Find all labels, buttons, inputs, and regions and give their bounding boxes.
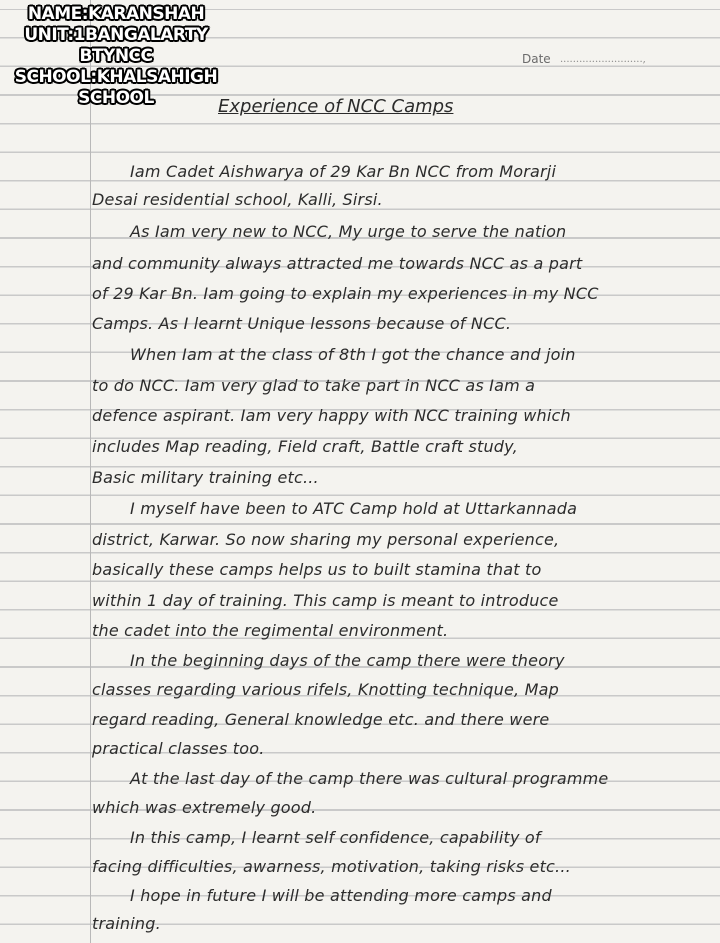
essay-line: Basic military training etc... — [92, 468, 319, 487]
essay-line: regard reading, General knowledge etc. and there were — [92, 710, 550, 729]
essay-line: defence aspirant. Iam very happy with NCC training which — [92, 406, 571, 425]
essay-line: Desai residential school, Kalli, Sirsi. — [92, 190, 383, 209]
essay-line: At the last day of the camp there was cultural programme — [130, 769, 609, 788]
essay-line: within 1 day of training. This camp is meant to introduce — [92, 591, 559, 610]
essay-line: the cadet into the regimental environment. — [92, 621, 449, 640]
essay-line: I hope in future I will be attending more camps and — [130, 886, 552, 905]
student-school: SCHOOL:KHALSAHIGH — [14, 67, 218, 87]
essay-line: I myself have been to ATC Camp hold at Uttarkannada — [130, 499, 578, 518]
essay-line: When Iam at the class of 8th I got the chance and join — [130, 345, 576, 364]
page-title: Experience of NCC Camps — [218, 96, 454, 117]
essay-line: training. — [92, 914, 161, 933]
essay-line: Camps. As I learnt Unique lessons because of NCC. — [92, 314, 512, 333]
student-info-overlay — [6, 4, 226, 109]
essay-line: to do NCC. Iam very glad to take part in NCC as Iam a — [92, 376, 536, 395]
essay-line: which was extremely good. — [92, 798, 317, 817]
date-label: Date — [522, 52, 551, 66]
essay-line: Iam Cadet Aishwarya of 29 Kar Bn NCC from Morarji — [130, 162, 557, 181]
essay-line: As Iam very new to NCC, My urge to serve the nation — [130, 222, 567, 241]
essay-line: basically these camps helps us to built stamina that to — [92, 560, 542, 579]
essay-line: facing difficulties, awarness, motivation, taking risks etc... — [92, 857, 571, 876]
essay-line: practical classes too. — [92, 739, 265, 758]
margin-line — [90, 0, 91, 943]
student-unit-cont: BTYNCC — [79, 46, 153, 66]
essay-line: of 29 Kar Bn. Iam going to explain my experiences in my NCC — [92, 284, 599, 303]
essay-line: In this camp, I learnt self confidence, capability of — [130, 828, 541, 847]
essay-line: and community always attracted me towards NCC as a part — [92, 254, 583, 273]
date-field: .........................., — [560, 54, 646, 65]
student-school-cont: SCHOOL — [78, 88, 154, 108]
essay-line: In the beginning days of the camp there were theory — [130, 651, 565, 670]
essay-line: district, Karwar. So now sharing my personal experience, — [92, 530, 560, 549]
essay-line: classes regarding various rifels, Knotting technique, Map — [92, 680, 559, 699]
student-name: NAME:KARANSHAH — [27, 4, 205, 24]
student-unit: UNIT:1BANGALARTY — [24, 25, 208, 45]
essay-line: includes Map reading, Field craft, Battle craft study, — [92, 437, 518, 456]
